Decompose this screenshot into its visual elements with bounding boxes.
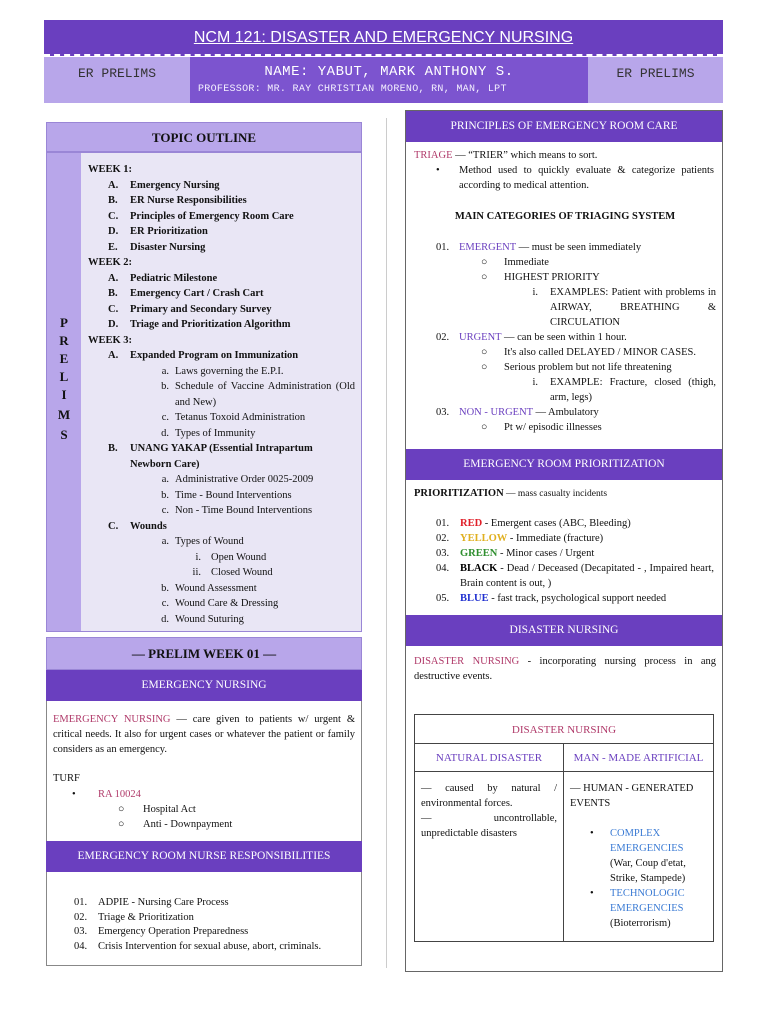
week-label: WEEK 1: [88,164,133,175]
turf-label: TURF [53,773,80,784]
header-right-cell [588,57,723,103]
outline-subitem: c. Non - Time Bound Interventions [161,505,313,516]
urgent-label: URGENT [459,332,502,343]
er-prelims-right-label: ER PRELIMS [616,66,695,81]
er-nurse-responsibilities-bar: EMERGENCY ROOM NURSE RESPONSIBILITIES [46,841,362,872]
disaster-nursing-definition: DISASTER NURSING - incorporating nursing process in ang destructive events. [414,656,717,682]
header-left-cell [44,57,190,103]
outline-subsubitem: i. Open Wound [195,551,267,563]
er-nurse-responsibilities-list: 01. ADPIE - Nursing Care Process 02. Triage & Prioritization 03. Emergency Operation Preparedness 04. Crisis Intervention for sexual abuse, abort, criminals. [74,896,346,954]
term: EMERGENCY NURSING [53,714,171,725]
emergency-nursing-definition: EMERGENCY NURSING — care given to patients w/ urgent & critical needs. It also for urgent cases or whatever the patient or family considers as an emergency. [53,714,355,755]
er-prelims-left-label: ER PRELIMS [77,66,156,81]
man-made-cell: — HUMAN - GENERATED EVENTS • COMPLEX EMERGENCIES (War, Coup d'etat, Strike, Stampede) • TECHNOLOGIC EMERGENCIES (Bioterrorism) [570,781,710,931]
outline-subitem: a. Laws governing the E.P.I. [161,365,284,377]
priority-color-label: GREEN [460,548,498,559]
prioritization-bar: EMERGENCY ROOM PRIORITIZATION [406,448,722,480]
outline-subitem: b. Wound Assessment [161,582,257,594]
list-item: Anti - Downpayment [143,819,233,830]
side-letter: P [60,315,68,330]
priority-color-label: RED [460,518,483,529]
outline-item: B. UNANG YAKAP (Essential Intrapartum Newborn Care) [108,443,313,470]
prelims-side-label [47,153,81,631]
list-item: EXAMPLES: Patient with problems in AIRWAY, BREATHING & CIRCULATION [550,287,716,328]
list-item: Pt w/ episodic illnesses [504,422,602,433]
outline-subitem: a. Types of Wound [161,536,244,547]
triage-definition: TRIAGE — “TRIER” which means to sort. [414,150,598,161]
list-item: Serious problem but not life threatening [504,362,672,373]
disaster-nursing-bar: DISASTER NURSING [406,614,722,646]
week-label: WEEK 2: [88,257,133,268]
outline-item: E. Disaster Nursing [108,241,206,253]
outline-item: C. Wounds [108,520,167,532]
triage-bullet: • Method used to quickly evaluate & categorize patients according to medical attention. [436,165,714,191]
outline-subitem: d. Wound Suturing [161,613,244,625]
triage-term: TRIAGE [414,150,453,161]
document-title: NCM 121: DISASTER AND EMERGENCY NURSING [193,29,574,46]
outline-subitem: c. Tetanus Toxoid Administration [161,412,306,423]
outline-item: C. Principles of Emergency Room Care [108,210,294,222]
list-item: Hospital Act [143,804,196,815]
disaster-table-title: DISASTER NURSING [415,715,713,744]
principles-bar: PRINCIPLES OF EMERGENCY ROOM CARE [406,111,722,142]
side-letter: S [60,427,68,442]
outline-subitem: b. Time - Bound Interventions [161,489,292,501]
non-urgent-label: NON - URGENT [459,407,533,418]
side-letter: I [61,387,67,402]
topic-outline [46,152,362,632]
priority-color-label: BLACK [460,563,498,574]
main-categories-heading: MAIN CATEGORIES OF TRIAGING SYSTEM [454,211,676,222]
emergency-nursing-bar: EMERGENCY NURSING [46,670,362,701]
student-name: NAME: YABUT, MARK ANTHONY S. [264,64,514,80]
outline-subsubitem: ii. Closed Wound [192,567,273,578]
priority-color-label: BLUE [460,593,489,604]
ra-label: RA 10024 [98,789,141,800]
natural-disaster-header: NATURAL DISASTER [415,744,563,772]
outline-subitem: a. Administrative Order 0025-2009 [161,474,314,485]
list-item: Triage & Prioritization [98,911,194,923]
list-item: Immediate [504,257,549,268]
outline-subitem: b. Schedule of Vaccine Administration (Old and New) [161,381,355,408]
outline-item: D. Triage and Prioritization Algorithm [108,319,291,330]
side-letter: L [59,369,69,384]
outline-item: D. ER Prioritization [108,226,208,237]
side-letter: E [59,351,69,366]
week-label: WEEK 3: [88,334,133,346]
prelim-week-heading: — PRELIM WEEK 01 — [46,637,362,670]
technologic-emergencies-label: TECHNOLOGIC EMERGENCIES [610,888,685,914]
outline-item: A. Emergency Nursing [108,179,220,191]
list-item: Crisis Intervention for sexual abuse, abort, criminals. [98,940,322,952]
priority-item: 05. BLUE - fast track, psychological support needed [436,593,667,604]
outline-item: B. ER Nurse Responsibilities [108,195,247,206]
list-item: Emergency Operation Preparedness [98,926,249,937]
list-item: EXAMPLE: Fracture, closed (thigh, arm, legs) [550,377,716,403]
complex-emergencies-label: COMPLEX EMERGENCIES [610,828,684,854]
prioritization-definition: PRIORITIZATION — mass casualty incidents [414,488,608,499]
table-divider [563,744,564,941]
triage-categories: 01. EMERGENT — must be seen immediately ○ Immediate ○ HIGHEST PRIORITY i. EXAMPLES: Patient with problems in AIRWAY, BREATHING & CIRCULATION 02. URGENT — can be seen within 1 hour. ○ It's also called DELAYED / MINOR CASES. ○ Serious problem but not life threatening i. EXAMPLE: Fracture, closed (thigh, arm, legs) 03. NON - URGENT — Ambulatory ○ Pt w/ episodic illnesses [436,242,716,433]
disaster-table [414,714,714,942]
priority-item: 02. YELLOW - Immediate (fracture) [436,533,604,544]
list-item: ADPIE - Nursing Care Process [98,897,229,908]
professor-name: PROFESSOR: MR. RAY CHRISTIAN MORENO, RN, MAN, LPT [198,84,507,95]
priority-color-label: YELLOW [460,533,508,544]
outline-item: A. Pediatric Milestone [108,272,218,284]
outline-item: A. Expanded Program on Immunization [108,350,299,361]
priority-item: 03. GREEN - Minor cases / Urgent [436,548,595,559]
outline-list [81,153,361,631]
topic-outline-heading: TOPIC OUTLINE [46,122,362,152]
column-divider [386,118,387,968]
outline-item: C. Primary and Secondary Survey [108,303,272,315]
emergent-label: EMERGENT [459,242,516,253]
outline-subitem: c. Wound Care & Dressing [161,598,279,609]
outline-item: B. Emergency Cart / Crash Cart [108,288,264,299]
side-letter: R [59,333,69,348]
side-letter: M [57,407,71,422]
prioritization-list [436,516,714,606]
turf-list: • RA 10024 ○ Hospital Act ○ Anti - Downpayment [72,789,233,830]
outline-subitem: d. Types of Immunity [161,427,256,439]
priority-item: 01. RED - Emergent cases (ABC, Bleeding) [436,518,631,529]
man-made-header: MAN - MADE ARTIFICIAL [564,744,713,772]
header-name-cell [190,57,588,103]
priority-item: 04. BLACK - Dead / Deceased (Decapitated - , Impaired heart, Brain content is out, ) [436,563,714,589]
list-item: HIGHEST PRIORITY [504,272,600,283]
natural-disaster-cell: — caused by natural / environmental forces. — uncontrollable, unpredictable disasters [421,783,557,839]
title-bar [44,20,723,56]
list-item: It's also called DELAYED / MINOR CASES. [504,347,696,358]
